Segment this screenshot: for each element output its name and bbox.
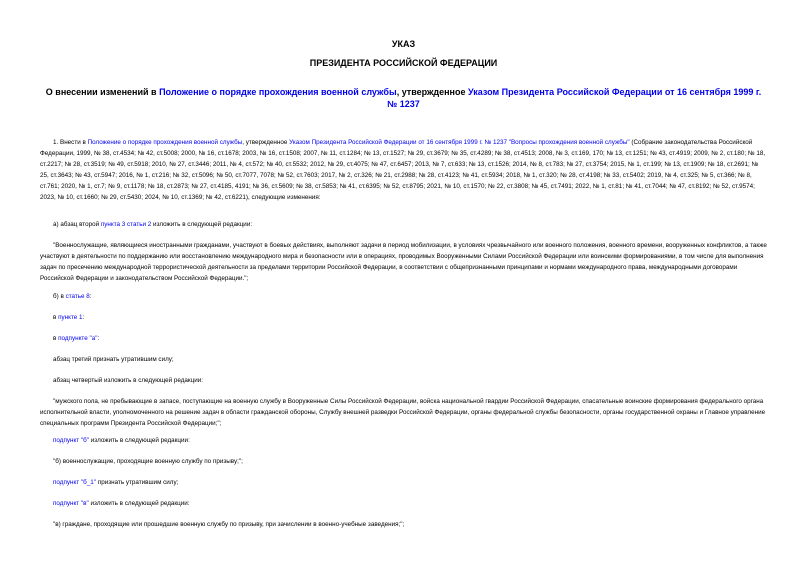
link-regulation[interactable]: Положение о порядке прохождения военной службы bbox=[87, 139, 243, 146]
item-text: : bbox=[89, 293, 92, 300]
heading-text: О внесении изменений в bbox=[45, 87, 160, 97]
heading-link-regulation[interactable]: Положение о порядке прохождения военной службы bbox=[159, 87, 397, 97]
doc-heading bbox=[40, 86, 767, 110]
item-text: изложить в следующей редакции: bbox=[151, 221, 253, 228]
quote-3: "б) военнослужащие, проходящие военную службу по призыву;"; bbox=[53, 458, 243, 465]
quote-4: "в) граждане, проходящие или прошедшие военную службу по призыву, при зачислении в военно-учебные заведения;"; bbox=[53, 521, 405, 528]
item-text: б) в bbox=[53, 293, 66, 300]
link-subpoint-v[interactable]: подпункт "в" bbox=[53, 500, 89, 507]
item-text: : bbox=[82, 314, 85, 321]
paragraph-text: , утвержденное bbox=[242, 139, 290, 146]
paragraph-1 bbox=[40, 137, 767, 203]
item-subpoint-v bbox=[53, 498, 190, 509]
paragraph-text: 1. Внести в bbox=[53, 139, 88, 146]
link-article-8[interactable]: статье 8 bbox=[65, 293, 90, 300]
item-subpoint-a bbox=[53, 333, 99, 344]
item-abz4: абзац четвертый изложить в следующей редакции: bbox=[53, 377, 204, 384]
item-text: а) абзац второй bbox=[53, 221, 101, 228]
item-text: изложить в следующей редакции: bbox=[89, 437, 190, 444]
item-text: признать утратившим силу; bbox=[96, 479, 179, 486]
heading-text: , утвержденное bbox=[396, 87, 468, 97]
link-article-2[interactable]: пункта 3 статьи 2 bbox=[100, 221, 152, 228]
link-subpoint-b[interactable]: подпункт "б" bbox=[53, 437, 90, 444]
link-subpoint-b1[interactable]: подпункт "б_1" bbox=[53, 479, 97, 486]
item-text: в bbox=[53, 314, 59, 321]
quote-1: "Военнослужащие, являющиеся иностранными гражданами, участвуют в боевых действиях, выполняют задачи в период мобилизации, в условиях чрезвычайного или военного положения, военного времени, вооруженных конфликтов, а также участвуют в деятельности по поддержанию или восстановлению международного мира и безопасности или в операциях, проводимых Вооруженными Силами Российской Федерации или воинскими формированиями, в том числе для выполнения задач по пресечению международной террористической деятельности за пределами территории Российской Федерации, в соответствии с общепризнанными принципами и нормами международного права, международными договорами Российской Федерации и законодательством Российской Федерации."; bbox=[40, 242, 767, 282]
doc-issuer-title: ПРЕЗИДЕНТА РОССИЙСКОЙ ФЕДЕРАЦИИ bbox=[309, 58, 498, 68]
link-decree[interactable]: Указом Президента Российской Федерации от 16 сентября 1999 г. № 1237 "Вопросы прохождения военной службы" bbox=[289, 139, 630, 146]
paragraph-text: (Собрание законодательства Российской Федерации, 1999, № 38, ст.4534; № 42, ст.5008; 2000, № 16, ст.1678; 2003, № 16, ст.1508; 2007, № 11, ст.1284; № 13, ст.1527; № 29, ст.3679; № 35, ст.4289; № 38, ст.4513; 2008, № 3, ст.169, 170; № 13, ст.1251; № 43, ст.4919; 2009, № 2, ст.180; № 18, ст.2217; № 28, ст.3519; № 49, ст.5918; 2010, № 27, ст.3446; 2011, № 4, ст.572; № 40, ст.5532; 2012, № 29, ст.4075; № 47, ст.6457; 2013, № 7, ст.633; № 13, ст.1526; 2014, № 8, ст.783; № 27, ст.3754; 2015, № 1, ст.199; № 13, ст.1909; № 18, ст.2691; № 25, ст.3643; № 43, ст.5947; 2016, № 1, ст.216; № 32, ст.5096; № 50, ст.7077, 7078; № 52, ст.7603; 2017, № 2, ст.326; № 21, ст.2988; № 28, ст.4123; № 41, ст.5934; 2018, № 1, ст.320; № 28, ст.4198; № 33, ст.5402; 2019, № 4, ст.325; № 5, ст.366; № 8, ст.761; 2020, № 1, ст.7; № 9, ст.1178; № 18, ст.2873; № 27, ст.4185, 4191; № 36, ст.5609; № 38, ст.5853; № 41, ст.6395; № 52, ст.8795; 2021, № 10, ст.1570; № 22, ст.3808; № 45, ст.7491; 2022, № 1, ст.81; № 41, ст.7044; № 47, ст.8192; № 52, ст.9574; 2023, № 10, ст.1660; № 29, ст.5430; 2024, № 10, ст.1369; № 42, ст.6221), следующие изменения: bbox=[40, 139, 766, 201]
item-text: в bbox=[53, 335, 59, 342]
quote-2: "мужского пола, не пребывающие в запасе, поступающие на военную службу в Вооруженные Силы Российской Федерации, войска национальной гвардии Российской Федерации, спасательные воинские формирования федерального органа исполнительной власти, уполномоченного на решение задач в области гражданской обороны, Службу внешней разведки Российской Федерации, органы федеральной службы безопасности, органы государственной охраны и Главное управление специальных программ Президента Российской Федерации;"; bbox=[40, 398, 766, 427]
item-b bbox=[53, 291, 92, 302]
item-abz3: абзац третий признать утратившим силу; bbox=[53, 356, 174, 363]
link-subpoint-a[interactable]: подпункте "а" bbox=[58, 335, 98, 342]
item-a bbox=[53, 219, 252, 230]
item-subpoint-b1 bbox=[53, 477, 178, 488]
item-point-1 bbox=[53, 312, 84, 323]
item-text: : bbox=[97, 335, 100, 342]
link-point-1[interactable]: пункте 1 bbox=[58, 314, 83, 321]
item-text: изложить в следующей редакции: bbox=[88, 500, 190, 507]
item-subpoint-b bbox=[53, 435, 190, 446]
heading-link-decree[interactable]: Указом Президента Российской Федерации от 16 сентября 1999 г. № 1237 bbox=[387, 87, 762, 109]
doc-type-title: УКАЗ bbox=[391, 39, 416, 49]
